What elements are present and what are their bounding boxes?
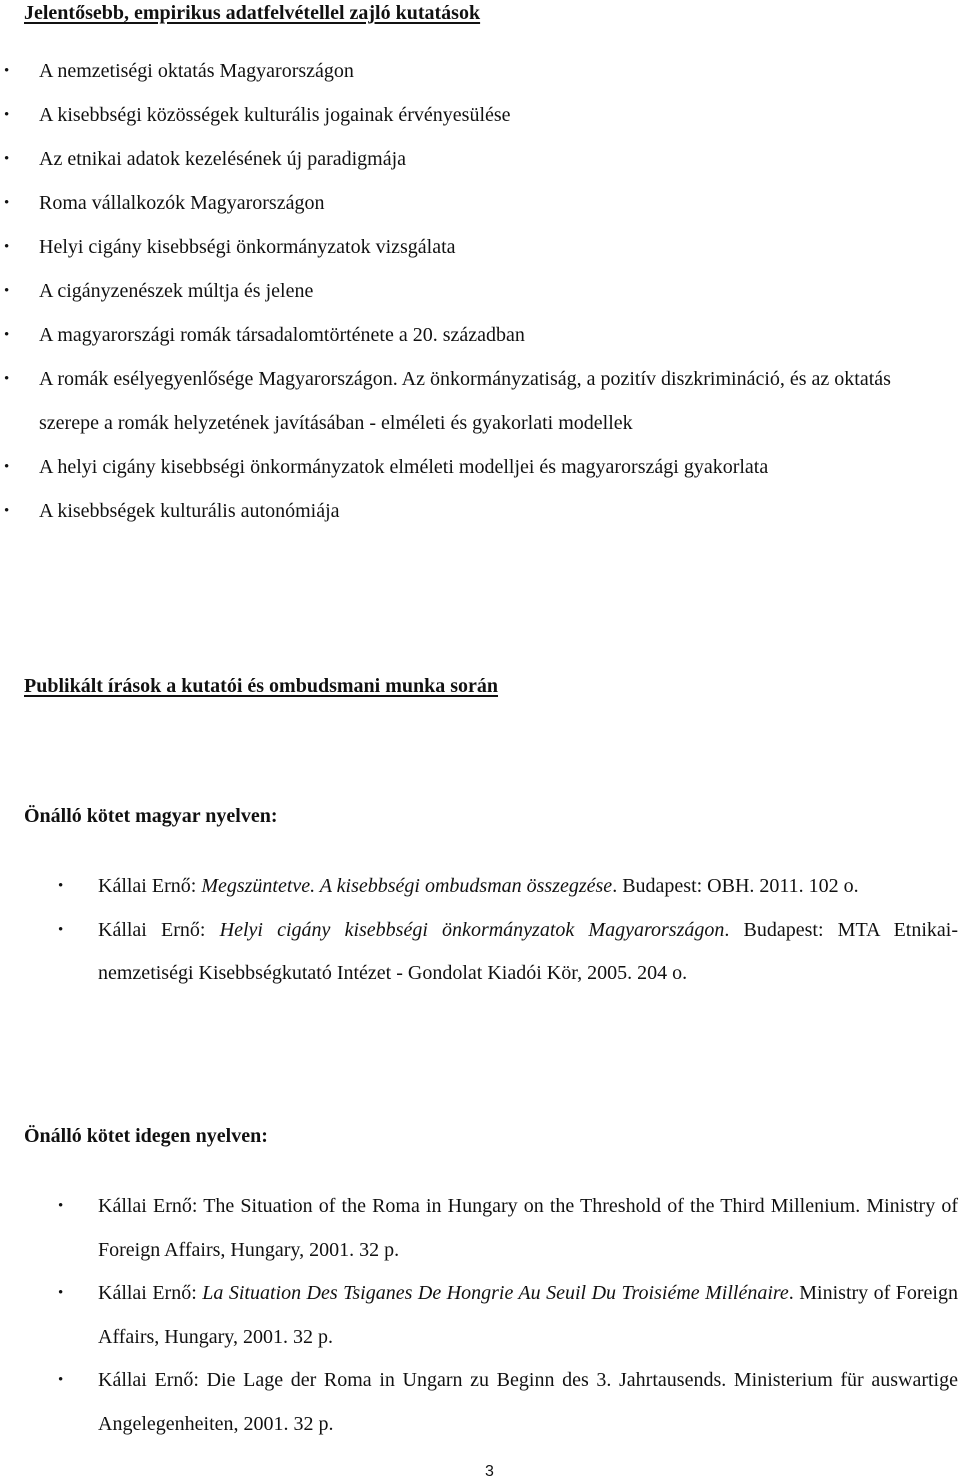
list-item: • Roma vállalkozók Magyarországon	[0, 181, 960, 225]
list-item: • A romák esélyegyenlősége Magyarországon. Az önkormányzatiság, a pozitív diszkrimináció, és az oktatás szerepe a romák helyzetének javításában - elméleti és gyakorlati modellek	[0, 357, 960, 445]
research-list	[0, 49, 960, 533]
list-item: • A magyarországi romák társadalomtörténete a 20. században	[0, 313, 960, 357]
bullet-icon: •	[58, 878, 64, 894]
research-heading: Jelentősebb, empirikus adatfelvétellel zajló kutatások	[24, 2, 481, 24]
publications-heading: Publikált írások a kutatói és ombudsmani munka során	[24, 675, 499, 697]
list-item: • Helyi cigány kisebbségi önkormányzatok vizsgálata	[0, 225, 960, 269]
list-item: • Az etnikai adatok kezelésének új paradigmája	[0, 137, 960, 181]
bullet-icon: •	[4, 371, 10, 387]
bullet-icon: •	[4, 459, 10, 475]
bullet-icon: •	[4, 503, 10, 519]
list-item: • Kállai Ernő: La Situation Des Tsiganes De Hongrie Au Seuil Du Troisiéme Millénaire. Ministry of Foreign Affairs, Hungary, 2001. 32 p.	[0, 1272, 960, 1359]
hu-volume-heading: Önálló kötet magyar nyelven:	[24, 805, 278, 827]
list-item: • Kállai Ernő: Megszüntetve. A kisebbségi ombudsman összegzése. Budapest: OBH. 2011. 102 o.	[0, 865, 960, 909]
list-item: • A kisebbségi közösségek kulturális jogainak érvényesülése	[0, 93, 960, 137]
list-item: • A cigányzenészek múltja és jelene	[0, 269, 960, 313]
bullet-icon: •	[4, 151, 10, 167]
list-item: • Kállai Ernő: Helyi cigány kisebbségi önkormányzatok Magyarországon. Budapest: MTA Etnikai-nemzetiségi Kisebbségkutató Intézet - Gondolat Kiadói Kör, 2005. 204 o.	[0, 909, 960, 996]
bullet-icon: •	[58, 921, 64, 938]
bullet-icon: •	[4, 283, 10, 299]
list-item: • A helyi cigány kisebbségi önkormányzatok elméleti modelljei és magyarországi gyakorlata	[0, 445, 960, 489]
bullet-icon: •	[58, 1198, 64, 1214]
bullet-icon: •	[4, 195, 10, 211]
bullet-icon: •	[4, 63, 10, 79]
bullet-icon: •	[4, 107, 10, 123]
list-item: • Kállai Ernő: The Situation of the Roma in Hungary on the Threshold of the Third Millenium. Ministry of Foreign Affairs, Hungary, 2001. 32 p.	[0, 1185, 960, 1272]
list-item: • Kállai Ernő: Die Lage der Roma in Ungarn zu Beginn des 3. Jahrtausends. Ministerium für auswartige Angelegenheiten, 2001. 32 p.	[0, 1359, 960, 1446]
page-number: 3	[485, 1463, 494, 1480]
foreign-volume-heading: Önálló kötet idegen nyelven:	[24, 1125, 268, 1147]
bullet-icon: •	[58, 1372, 64, 1388]
bullet-icon: •	[4, 239, 10, 255]
list-item: • A nemzetiségi oktatás Magyarországon	[0, 49, 960, 93]
list-item: • A kisebbségek kulturális autonómiája	[0, 489, 960, 533]
bullet-icon: •	[4, 327, 10, 343]
hu-volume-list	[0, 865, 960, 996]
bullet-icon: •	[58, 1285, 64, 1301]
foreign-volume-list	[0, 1185, 960, 1446]
